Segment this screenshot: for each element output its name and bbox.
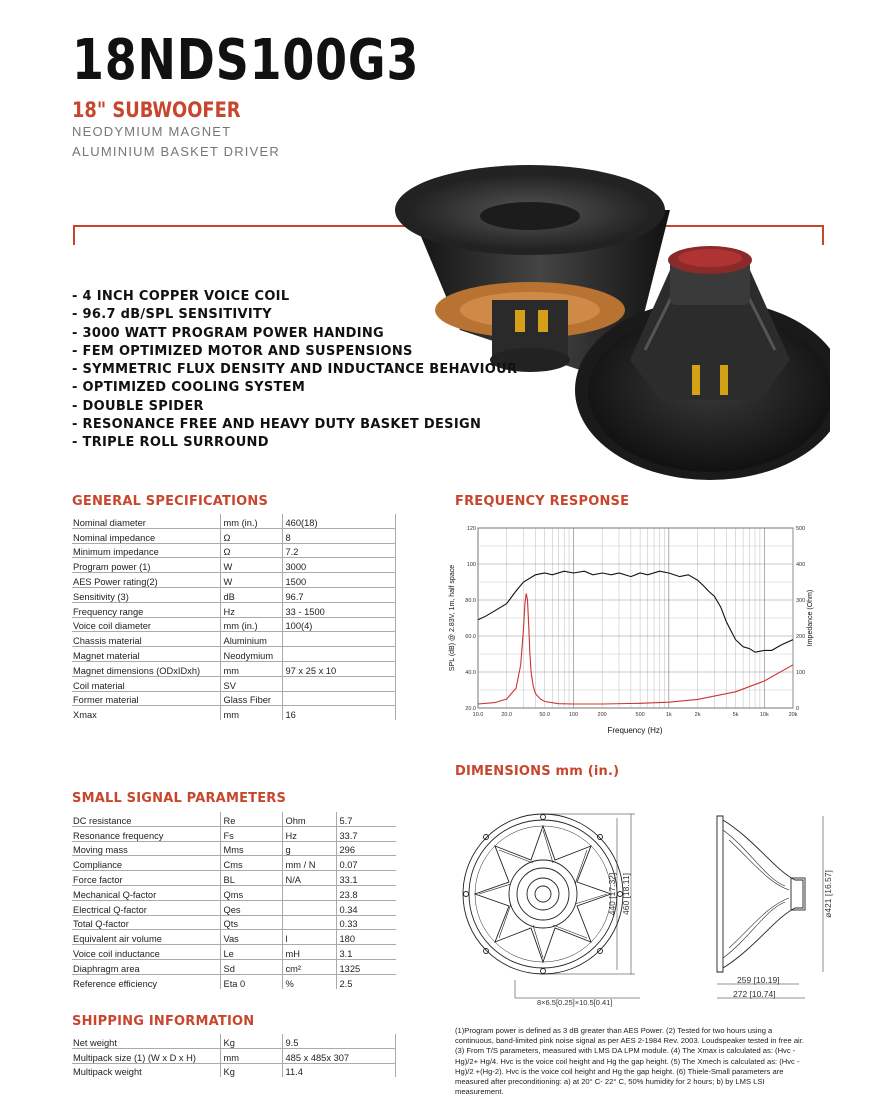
spec-value: 23.8	[336, 885, 396, 900]
spec-sym: Fs	[220, 826, 282, 841]
shipping-title: SHIPPING INFORMATION	[72, 1014, 255, 1029]
feature-item: - DOUBLE SPIDER	[72, 398, 204, 414]
spec-sym: Qts	[220, 915, 282, 930]
spec-unit: Hz	[220, 602, 282, 617]
spec-unit: %	[282, 974, 336, 988]
spec-value	[282, 676, 396, 691]
spec-value: 180	[336, 930, 396, 945]
spec-name: Net weight	[72, 1034, 220, 1048]
spec-row	[72, 915, 396, 930]
y2-tick-label: 300	[796, 598, 806, 604]
spec-row	[72, 528, 396, 543]
x-tick-label: 200	[597, 712, 607, 718]
spec-value: 0.33	[336, 915, 396, 930]
spec-row	[72, 812, 396, 826]
spec-value: 33 - 1500	[282, 602, 396, 617]
general-specs-table	[72, 514, 396, 720]
spec-name: Diaphragm area	[72, 959, 220, 974]
product-line-2: ALUMINIUM BASKET DRIVER	[72, 144, 280, 159]
spec-row	[72, 602, 396, 617]
spec-name: Resonance frequency	[72, 826, 220, 841]
spec-value: 3.1	[336, 945, 396, 960]
spec-row	[72, 885, 396, 900]
x-tick-label: 2k	[694, 712, 701, 718]
spec-name: Voice coil diameter	[72, 617, 220, 632]
spec-row	[72, 930, 396, 945]
product-line-1: NEODYMIUM MAGNET	[72, 124, 232, 139]
spec-sym: Le	[220, 945, 282, 960]
y-tick-label: 100	[466, 562, 476, 568]
spec-unit: Glass Fiber	[220, 691, 282, 706]
dimensions-title: DIMENSIONS mm (in.)	[455, 764, 620, 779]
spec-row	[72, 959, 396, 974]
x-tick-label: 5k	[732, 712, 739, 718]
spec-name: Frequency range	[72, 602, 220, 617]
spec-unit: W	[220, 558, 282, 573]
shipping-table	[72, 1034, 396, 1077]
spec-value: 1500	[282, 573, 396, 588]
spec-unit: cm²	[282, 959, 336, 974]
spec-row	[72, 974, 396, 988]
y-tick-label: 60.0	[465, 634, 476, 640]
spec-row	[72, 617, 396, 632]
spec-sym: Vas	[220, 930, 282, 945]
spec-unit: mm	[220, 706, 282, 720]
spec-sym: Qms	[220, 885, 282, 900]
spec-name: Sensitivity (3)	[72, 587, 220, 602]
feature-item: - SYMMETRIC FLUX DENSITY AND INDUCTANCE BEHAVIOUR	[72, 362, 518, 378]
x-tick-label: 1k	[665, 712, 672, 718]
x-tick-label: 20.0	[501, 712, 513, 718]
dim-272: 272 [10.74]	[733, 989, 776, 999]
general-specs-title: GENERAL SPECIFICATIONS	[72, 494, 269, 509]
spec-sym: BL	[220, 871, 282, 886]
spec-name: Moving mass	[72, 841, 220, 856]
spec-value: 11.4	[282, 1063, 396, 1077]
x-tick-label: 10.0	[472, 712, 484, 718]
y2-tick-label: 400	[796, 562, 806, 568]
y2-tick-label: 500	[796, 526, 806, 532]
frequency-chart	[440, 518, 820, 743]
spec-value	[282, 691, 396, 706]
spec-unit: Neodymium	[220, 647, 282, 662]
spec-name: Multipack size (1) (W x D x H)	[72, 1048, 220, 1063]
spec-unit: mH	[282, 945, 336, 960]
feature-list	[72, 288, 517, 453]
x-tick-label: 20k	[788, 712, 798, 718]
spec-unit: Ω	[220, 528, 282, 543]
spec-unit: mm (in.)	[220, 514, 282, 528]
spec-name: Mechanical Q-factor	[72, 885, 220, 900]
spec-row	[72, 1063, 396, 1077]
spec-unit: Kg	[220, 1034, 282, 1048]
frequency-title: FREQUENCY RESPONSE	[455, 494, 630, 509]
spec-row	[72, 558, 396, 573]
dim-460: 460 [18.11]	[621, 873, 631, 915]
x-tick-label: 100	[568, 712, 579, 718]
small-signal-table	[72, 812, 396, 989]
spec-name: Minimum impedance	[72, 543, 220, 558]
spec-unit: Aluminium	[220, 632, 282, 647]
spec-name: Electrical Q-factor	[72, 900, 220, 915]
y2-tick-label: 0	[796, 706, 800, 712]
spec-row	[72, 632, 396, 647]
feature-item: - TRIPLE ROLL SURROUND	[72, 435, 269, 451]
spec-row	[72, 706, 396, 720]
feature-item: - FEM OPTIMIZED MOTOR AND SUSPENSIONS	[72, 343, 413, 359]
spec-value: 16	[282, 706, 396, 720]
feature-item: - RESONANCE FREE AND HEAVY DUTY BASKET DESIGN	[72, 417, 482, 433]
spec-sym: Sd	[220, 959, 282, 974]
spec-value: 0.07	[336, 856, 396, 871]
spec-unit: SV	[220, 676, 282, 691]
spec-name: Force factor	[72, 871, 220, 886]
dim-259: 259 [10.19]	[737, 975, 780, 985]
spec-name: Voice coil inductance	[72, 945, 220, 960]
spec-unit: Hz	[282, 826, 336, 841]
spec-value: 460(18)	[282, 514, 396, 528]
spec-sym: Re	[220, 812, 282, 826]
spec-unit: W	[220, 573, 282, 588]
spec-value: 296	[336, 841, 396, 856]
side-view-drawing	[717, 816, 823, 998]
y2-axis-label: Impedance (Ohm)	[807, 589, 814, 647]
spec-name: Equivalent air volume	[72, 930, 220, 945]
y-tick-label: 120	[466, 526, 476, 532]
dimension-drawings	[455, 800, 840, 1015]
spec-row	[72, 647, 396, 662]
spec-unit	[282, 885, 336, 900]
x-tick-label: 10k	[759, 712, 769, 718]
spec-unit: mm / N	[282, 856, 336, 871]
spec-value: 96.7	[282, 587, 396, 602]
spec-row	[72, 691, 396, 706]
product-subtitle: 18" SUBWOOFER	[72, 98, 241, 122]
y-axis-label: SPL (dB) @ 2.83V, 1m, half space	[449, 564, 456, 672]
spec-row	[72, 826, 396, 841]
spec-name: Coil material	[72, 676, 220, 691]
spec-name: Reference efficiency	[72, 974, 220, 988]
spec-value: 33.1	[336, 871, 396, 886]
spec-name: Magnet material	[72, 647, 220, 662]
spec-row	[72, 676, 396, 691]
spec-row	[72, 661, 396, 676]
spec-sym: Mms	[220, 841, 282, 856]
spec-row	[72, 543, 396, 558]
y2-tick-label: 200	[796, 634, 806, 640]
spec-value: 2.5	[339, 978, 353, 989]
spec-unit: Kg	[220, 1063, 282, 1077]
spec-unit: mm (in.)	[220, 617, 282, 632]
spec-row	[72, 587, 396, 602]
spec-value	[282, 647, 396, 662]
spec-name: Multipack weight	[72, 1063, 220, 1077]
spec-value: 97 x 25 x 10	[282, 661, 396, 676]
spec-unit: Ohm	[282, 812, 336, 826]
feature-item: - OPTIMIZED COOLING SYSTEM	[72, 380, 306, 396]
feature-item: - 3000 WATT PROGRAM POWER HANDING	[72, 325, 385, 341]
spec-name: Nominal impedance	[72, 528, 220, 543]
spec-unit: g	[282, 841, 336, 856]
spec-sym: Qes	[220, 900, 282, 915]
footnotes: (1)Program power is defined as 3 dB greater than AES Power. (2) Tested for two hours using a continuous, band-limited pink noise signal as per AES 2-1984 Rev. 2003. Loudspeaker tested in free air. (3) From T/S parameters, measured with LMS DA LPM module. (4) The Xmax is calculated as: (Hvc - Hg)/2+ Hg/4. Hvc is the voice coil height and Hg the gap height. (5) The Xmech is calculated as: (Hvc - Hg)/2 +(Hg-2). Hvc is the voice coil height and Hg the gap height. (6) Thiele-Small parameters are measured after preconditioning: a) at 20° C- 22° C, 50% humidity for 2 hours; b) by LMS LSI measurement.	[455, 1026, 804, 1097]
spec-unit: Ω	[220, 543, 282, 558]
dim-421: ø421 [16.57]	[823, 870, 833, 918]
spec-value: 1325	[336, 959, 396, 974]
spec-row	[72, 1034, 396, 1048]
spec-value: 100(4)	[282, 617, 396, 632]
spec-value: 33.7	[336, 826, 396, 841]
spec-row	[72, 945, 396, 960]
spec-unit: l	[282, 930, 336, 945]
spec-value	[282, 632, 396, 647]
x-tick-label: 500	[635, 712, 645, 718]
spec-sym: Eta 0	[220, 974, 282, 988]
spec-unit	[282, 915, 336, 930]
spec-name: Total Q-factor	[72, 915, 220, 930]
spec-unit	[282, 900, 336, 915]
x-axis-label: Frequency (Hz)	[607, 726, 663, 735]
spec-unit: dB	[220, 587, 282, 602]
spec-name: Program power (1)	[72, 558, 220, 573]
spec-value: 9.5	[282, 1034, 396, 1048]
spec-name: Chassis material	[72, 632, 220, 647]
y-tick-label: 80.0	[465, 598, 476, 604]
spec-name: Magnet dimensions (ODxIDxh)	[72, 661, 220, 676]
spec-name: AES Power rating(2)	[72, 573, 220, 588]
spec-row	[72, 573, 396, 588]
x-tick-label: 50.0	[539, 712, 551, 718]
spec-unit: mm	[220, 661, 282, 676]
spec-row	[72, 900, 396, 915]
y-tick-label: 20.0	[465, 706, 476, 712]
spec-unit: mm	[220, 1048, 282, 1063]
spec-name: Xmax	[72, 706, 220, 720]
spec-value: 7.2	[282, 543, 396, 558]
spec-unit: N/A	[282, 871, 336, 886]
spec-row	[72, 856, 396, 871]
spec-value: 485 x 485x 307	[282, 1048, 396, 1063]
spec-value: 5.7	[336, 812, 396, 826]
spec-name: Compliance	[72, 856, 220, 871]
spec-row	[72, 871, 396, 886]
spec-value: 0.34	[336, 900, 396, 915]
feature-item: - 4 INCH COPPER VOICE COIL	[72, 289, 290, 304]
spec-name: Former material	[72, 691, 220, 706]
spec-name: DC resistance	[72, 812, 220, 826]
y2-tick-label: 100	[796, 670, 806, 676]
product-model: 18NDS100G3	[72, 28, 420, 93]
spec-value: 8	[282, 528, 396, 543]
y-tick-label: 40.0	[465, 670, 476, 676]
spec-value: 3000	[282, 558, 396, 573]
dim-440: 440 [17.32]	[607, 872, 617, 916]
spec-row	[72, 1048, 396, 1063]
spec-row	[72, 514, 396, 528]
feature-item: - 96.7 dB/SPL SENSITIVITY	[72, 307, 272, 323]
small-signal-title: SMALL SIGNAL PARAMETERS	[72, 791, 287, 806]
spec-sym: Cms	[220, 856, 282, 871]
dim-holes: 8×6.5[0.25]×10.5[0.41]	[537, 998, 613, 1007]
spec-row	[72, 841, 396, 856]
spec-name: Nominal diameter	[72, 514, 220, 528]
